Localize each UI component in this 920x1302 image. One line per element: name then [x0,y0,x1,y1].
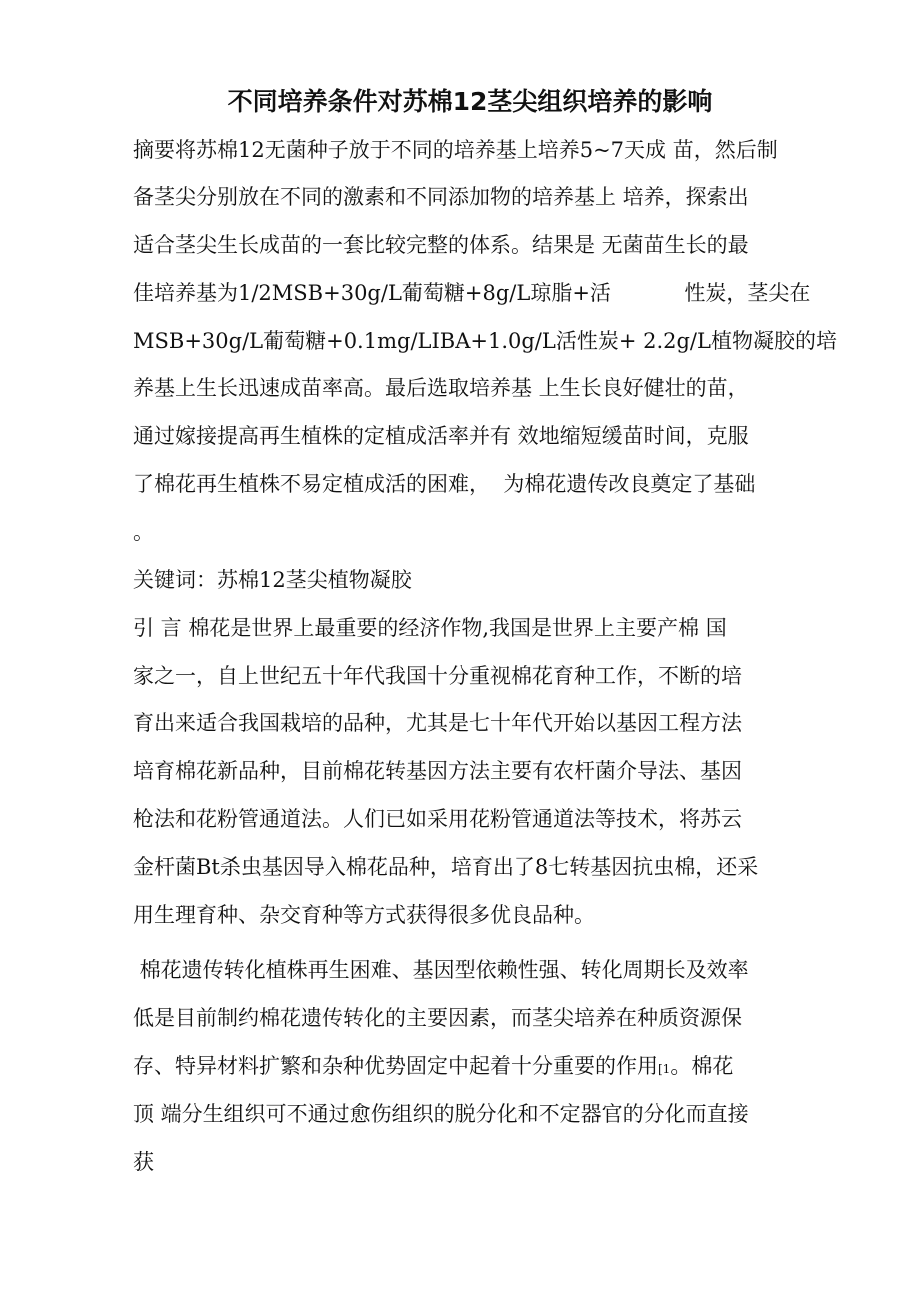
keywords-line: 关键词：苏棉12茎尖植物凝胶 [133,568,412,592]
abstract-line: MSB+30g/L葡萄糖+0.1mg/LIBA+1.0g/L活性炭+ 2.2g/L植物凝胶的培 [133,329,837,353]
abstract-line: 摘要将苏棉12无菌种子放于不同的培养基上培养5~7天成 苗，然后制 [133,138,778,162]
intro-line: 引 言 棉花是世界上最重要的经济作物,我国是世界上主要产棉 国 [133,616,727,640]
paragraph-line: 顶 端分生组织可不通过愈伤组织的脱分化和不定器官的分化而直接 [133,1102,749,1126]
abstract-line: 了棉花再生植株不易定植成活的困难， 为棉花遗传改良奠定了基础 [133,472,756,496]
paragraph-line: 低是目前制约棉花遗传转化的主要因素，而茎尖培养在种质资源保 [133,1006,742,1030]
abstract-line: 养基上生长迅速成苗率高。最后选取培养基 上生长良好健壮的苗， [133,376,749,400]
intro-line: 家之一，自上世纪五十年代我国十分重视棉花育种工作，不断的培 [133,664,742,688]
citation-marker: [1 [658,1062,671,1076]
abstract-line: 适合茎尖生长成苗的一套比较完整的体系。结果是 无菌苗生长的最 [133,233,749,257]
intro-line: 枪法和花粉管通道法。人们已如采用花粉管通道法等技术，将苏云 [133,807,742,831]
abstract-line: 通过嫁接提高再生植株的定植成活率并有 效地缩短缓苗时间，克服 [133,424,749,448]
intro-line: 金杆菌Bt杀虫基因导入棉花品种，培育出了8七转基因抗虫棉，还采 [133,855,759,879]
abstract-line: 。 [133,520,154,544]
abstract-line: 佳培养基为1/2MSB+30g/L葡萄糖+8g/L琼脂+活 性炭，茎尖在 [133,281,811,305]
intro-line: 育出来适合我国栽培的品种，尤其是七十年代开始以基因工程方法 [133,711,742,735]
intro-line: 用生理育种、杂交育种等方式获得很多优良品种。 [133,903,595,927]
paragraph-line: 获 [133,1150,154,1174]
paragraph-line-text: 存、特异材料扩繁和杂种优势固定中起着十分重要的作用 [133,1054,658,1078]
abstract-line: 备茎尖分别放在不同的激素和不同添加物的培养基上 培养，探索出 [133,185,749,209]
document-title: 不同培养条件对苏棉12茎尖组织培养的影响 [227,87,713,116]
intro-line: 培育棉花新品种，目前棉花转基因方法主要有农杆菌介导法、基因 [133,759,742,783]
paragraph-line [133,1051,733,1084]
paragraph-line: 棉花遗传转化植株再生困难、基因型依赖性强、转化周期长及效率 [133,958,749,982]
paragraph-line-tail: 。棉花 [670,1054,734,1078]
